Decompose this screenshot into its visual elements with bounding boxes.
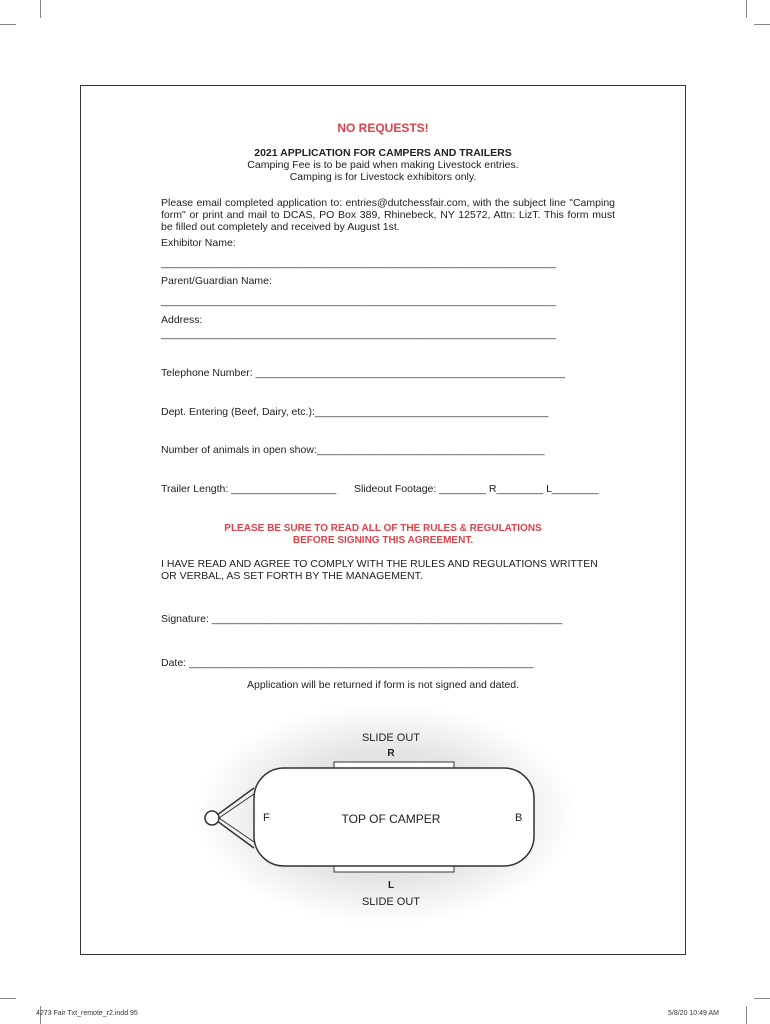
slide-out-bottom-label: SLIDE OUT <box>361 896 421 908</box>
slideout-footage-field[interactable]: Slideout Footage: ________ R________ L________ <box>354 483 599 495</box>
trailer-length-field[interactable]: Trailer Length: __________________ <box>161 483 337 495</box>
warning-line-2: BEFORE SIGNING THIS AGREEMENT. <box>292 535 474 546</box>
exhibitor-field[interactable]: _______________________________________________________________________ <box>161 258 556 269</box>
crop-mark <box>754 998 770 999</box>
date-field[interactable]: Date: ___________________________________________________________ <box>161 657 534 669</box>
crop-mark <box>40 0 41 18</box>
slide-out-bar-top <box>334 762 454 768</box>
address-field[interactable]: _______________________________________________________________________ <box>161 329 556 340</box>
eligibility-note: Camping is for Livestock exhibitors only. <box>289 171 477 183</box>
telephone-field[interactable]: Telephone Number: _____________________________________________________ <box>161 367 566 379</box>
slide-out-top-label: SLIDE OUT <box>361 732 421 744</box>
footer-file-info: 4273 Fair Txt_remote_r2.indd 95 <box>36 1010 138 1017</box>
hitch-ball <box>205 811 219 825</box>
top-of-camper-label: TOP OF CAMPER <box>341 812 441 826</box>
front-label: F <box>263 812 270 824</box>
crop-mark <box>0 24 16 25</box>
parent-field[interactable]: _______________________________________________________________________ <box>161 296 556 307</box>
crop-mark <box>746 1006 747 1024</box>
animals-field[interactable]: Number of animals in open show:_______________________________________ <box>161 444 545 456</box>
instructions-paragraph: Please email completed application to: entries@dutchessfair.com, with the subject line "Camping form" or print and mail to DCAS, PO Box 389, Rhinebeck, NY 12572, Attn: LizT. This form must be filled out completely and received by August 1st. <box>161 197 615 233</box>
agreement-line-1: I HAVE READ AND AGREE TO COMPLY WITH THE RULES AND REGULATIONS WRITTEN <box>161 558 598 570</box>
no-requests-heading: NO REQUESTS! <box>337 121 429 135</box>
address-label: Address: <box>161 314 203 326</box>
footer-timestamp: 5/8/20 10:49 AM <box>668 1010 719 1017</box>
back-label: B <box>515 812 523 824</box>
form-title: 2021 APPLICATION FOR CAMPERS AND TRAILERS <box>254 147 512 159</box>
application-form <box>80 85 686 955</box>
right-side-label: R <box>387 748 395 759</box>
parent-label: Parent/Guardian Name: <box>161 275 272 287</box>
slide-out-bar-bottom <box>334 866 454 872</box>
exhibitor-label: Exhibitor Name: <box>161 237 236 249</box>
fee-note: Camping Fee is to be paid when making Livestock entries. <box>247 159 519 171</box>
signature-field[interactable]: Signature: ____________________________________________________________ <box>161 613 563 625</box>
crop-mark <box>746 0 747 18</box>
department-field[interactable]: Dept. Entering (Beef, Dairy, etc.):________________________________________ <box>161 406 549 418</box>
warning-line-1: PLEASE BE SURE TO READ ALL OF THE RULES & REGULATIONS <box>224 523 542 534</box>
crop-mark <box>0 998 16 999</box>
agreement-line-2: OR VERBAL, AS SET FORTH BY THE MANAGEMENT. <box>161 570 423 582</box>
left-side-label: L <box>387 880 395 891</box>
return-note: Application will be returned if form is not signed and dated. <box>247 679 519 691</box>
crop-mark <box>754 24 770 25</box>
